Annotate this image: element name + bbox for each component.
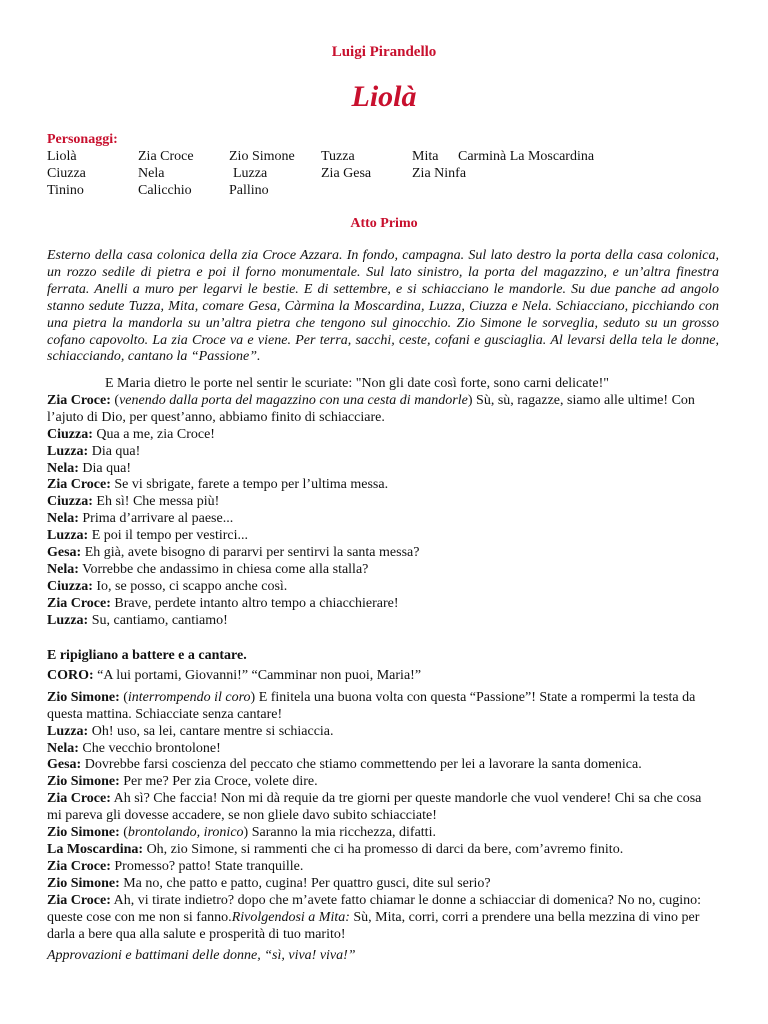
speaker-name: Zia Croce:: [47, 595, 111, 611]
cast-member: Zia Gesa: [321, 166, 372, 181]
act-heading: Atto Primo: [350, 216, 418, 231]
dialogue-line: [47, 545, 719, 562]
line-text: Dia qua!: [88, 443, 141, 459]
speaker-name: Ciuzza:: [47, 426, 93, 442]
dialogue-line: [47, 562, 719, 579]
cast-member: Liolà: [47, 149, 77, 164]
line-text: Che vecchio brontolone!: [78, 740, 221, 756]
stage-direction-inline: interrompendo il coro: [127, 689, 251, 705]
line-text: Vorrebbe che andassimo in chiesa come alla stalla?: [78, 561, 369, 577]
cast-member: Tuzza: [321, 149, 355, 164]
cast-row: [47, 149, 727, 166]
speaker-name: Nela:: [47, 561, 79, 577]
dialogue-line: [47, 741, 719, 758]
line-text: Ah sì? Che faccia! Non mi dà requie da tre giorni per queste mandorle che vuol vendere! Chi sa che cosa mi pareva gli dovesse accadere, se non gliele davo subito schiacciate!: [47, 791, 702, 824]
speaker-name: Luzza:: [47, 612, 89, 628]
line-text: Se vi sbrigate, farete a tempo per l’ultima messa.: [110, 477, 389, 493]
cast-member: Ciuzza: [47, 166, 86, 181]
cast-row: [47, 166, 727, 183]
line-text: Su, cantiamo, cantiamo!: [88, 612, 228, 628]
cast-label: Personaggi:: [47, 132, 118, 147]
speaker-name: Gesa:: [47, 545, 82, 561]
play-title: Liolà: [351, 80, 417, 113]
line-text: Oh, zio Simone, si rammenti che ci ha promesso di darci da bere, com’avremo finito.: [143, 841, 624, 857]
cast-member: Zio Simone: [229, 149, 295, 164]
speaker-name: Luzza:: [47, 723, 89, 739]
dialogue-line: [47, 511, 719, 528]
line-text: Dia qua!: [78, 460, 131, 476]
speaker-name: La Moscardina:: [47, 841, 144, 857]
speaker-name: Zio Simone:: [47, 825, 120, 841]
cast-member: Mita: [412, 149, 439, 164]
speaker-name: Luzza:: [47, 443, 89, 459]
speaker-name: Zia Croce:: [47, 477, 111, 493]
dialogue-line: Zio Simone: (brontolando, ironico) Saranno la mia ricchezza, difatti.: [47, 825, 436, 841]
speaker-name: Nela:: [47, 740, 79, 756]
dialogue-line: [47, 461, 719, 478]
stage-direction-inline: brontolando, ironico: [127, 825, 244, 841]
speaker-name: Zia Croce:: [47, 392, 111, 408]
line-text: Promesso? patto! State tranquille.: [110, 858, 304, 874]
stage-note: E ripigliano a battere e a cantare.: [47, 648, 247, 663]
line-text: Qua a me, zia Croce!: [92, 426, 215, 442]
line-text: Eh sì! Che messa più!: [92, 494, 220, 510]
dialogue-line: [47, 596, 719, 613]
dialogue-line: [47, 427, 719, 444]
dialogue-line: [47, 757, 719, 774]
stage-direction-inline: Rivolgendosi a Mita:: [231, 909, 350, 925]
speaker-name: Nela:: [47, 460, 79, 476]
speaker-name: Nela:: [47, 511, 79, 527]
cast-member: Calicchio: [138, 183, 192, 198]
stage-direction-inline: venendo dalla porta del magazzino con una cesta di mandorle: [119, 392, 468, 408]
speaker-name: Gesa:: [47, 757, 82, 773]
line-text: Sù, Mita, corri, corri a prendere una bella mezzina di vino per darla a bere qua alla salute e prosperità di tuo marito!: [47, 909, 700, 942]
speaker-name: Zio Simone:: [47, 689, 120, 705]
dialogue-line: [47, 579, 719, 596]
speaker-name: CORO:: [47, 667, 94, 683]
dialogue-line: [47, 444, 719, 461]
speaker-name: Ciuzza:: [47, 494, 93, 510]
line-text: Ma no, che patto e patto, cugina! Per quattro gusci, dite sul serio?: [119, 875, 491, 891]
line-text: Dovrebbe farsi coscienza del peccato che stiamo commettendo per lei a lavorare la santa domenica.: [81, 757, 642, 773]
dialogue-line: [47, 528, 719, 545]
dialogue-line: Zia Croce: (venendo dalla porta del magazzino con una cesta di mandorle) Sù, sù, ragazze, siamo alle ultime! Con l’ajuto di Dio, per quest’anno, abbiamo finito di schiacciare.: [47, 392, 695, 425]
dialogue-block-2: [47, 648, 719, 965]
dialogue-line: [47, 724, 719, 741]
dialogue-list: [47, 393, 719, 630]
cast-member: Carminà La Moscardina: [458, 149, 595, 164]
closing-direction: Approvazioni e battimani delle donne, “sì, viva! viva!”: [47, 948, 356, 964]
cast-member: Zia Croce: [138, 149, 194, 164]
dialogue-line: [47, 774, 719, 791]
line-text: Ah, vi tirate indietro? dopo che m’avete fatto chiamar le donne a schiacciar di domenica? No no, cugino: queste cose con me non si fanno.: [47, 892, 702, 925]
dialogue-line: Zio Simone: (interrompendo il coro) E finitela una buona volta con questa “Passione”! State a rompermi la testa da questa mattina. Schiacciate senza cantare!: [47, 689, 696, 722]
song-line: E Maria dietro le porte nel sentir le scuriate: "Non gli date così forte, sono carni delicate!": [105, 376, 609, 391]
dialogue-block: [47, 376, 719, 630]
line-text: Eh già, avete bisogno di pararvi per sentirvi la santa messa?: [81, 545, 420, 561]
speaker-name: Zia Croce:: [47, 892, 111, 908]
line-text: “A lui portami, Giovanni!” “Camminar non puoi, Maria!”: [93, 667, 422, 683]
line-text: Oh! uso, sa lei, cantare mentre si schiaccia.: [88, 723, 334, 739]
line-text: Brave, perdete intanto altro tempo a chiacchierare!: [110, 595, 399, 611]
dialogue-line: [47, 477, 719, 494]
speaker-name: Luzza:: [47, 528, 89, 544]
dialogue-line: [47, 876, 719, 893]
cast-list: [47, 149, 727, 200]
dialogue-line: [47, 859, 719, 876]
stage-direction: Esterno della casa colonica della zia Croce Azzara. In fondo, campagna. Sul lato destro la porta della casa colonica, un rozzo sedile di pietra e poi il forno monumentale. Sul lato sinistro, la porta del magazzino, e un’altra finestra ferrata. Anelli a muro per legarvi le bestie. E di settembre, e si schiacciano le mandorle. Su due panche ad angolo stanno sedute Tuzza, Mita, comare Gesa, Càrmina la Moscardina, Luzza, Ciuzza e Nela. Schiacciano, picchiando con una pietra la mandorla su un’altra pietra che tengono sul ginocchio. Zio Simone le sorveglia, seduto su un grosso cofano capovolto. La zia Croce va e viene. Per terra, sacchi, ceste, cofani e gusciaglia. Al levarsi della tela le donne, schiacciando, cantano la “Passione”.: [47, 248, 719, 365]
line-text: Prima d’arrivare al paese...: [78, 511, 234, 527]
speaker-name: Zio Simone:: [47, 774, 120, 790]
speaker-name: Ciuzza:: [47, 578, 93, 594]
cast-row: [47, 183, 727, 200]
line-text: Io, se posso, ci scappo anche così.: [92, 578, 288, 594]
cast-member: Luzza: [233, 166, 268, 181]
speaker-name: Zia Croce:: [47, 791, 111, 807]
cast-member: Tinino: [47, 183, 84, 198]
dialogue-line: [47, 613, 719, 630]
line-text: Per me? Per zia Croce, volete dire.: [119, 774, 318, 790]
dialogue-list: [47, 690, 719, 944]
dialogue-line: [47, 842, 719, 859]
cast-member: Zia Ninfa: [412, 166, 467, 181]
cast-member: Pallino: [229, 183, 269, 198]
dialogue-line: [47, 791, 719, 825]
speaker-name: Zio Simone:: [47, 875, 120, 891]
line-text: E finitela una buona volta con questa “Passione”! State a rompermi la testa da questa mattina. Schiacciate senza cantare!: [47, 689, 696, 722]
line-text: Saranno la mia ricchezza, difatti.: [248, 825, 436, 841]
author-name: Luigi Pirandello: [331, 44, 437, 60]
chorus-line: [47, 668, 719, 685]
line-text: Sù, sù, ragazze, siamo alle ultime! Con l’ajuto di Dio, per quest’anno, abbiamo finito di schiacciare.: [47, 392, 695, 425]
dialogue-line: [47, 494, 719, 511]
cast-member: Nela: [138, 166, 165, 181]
dialogue-line: [47, 893, 719, 944]
speaker-name: Zia Croce:: [47, 858, 111, 874]
line-text: E poi il tempo per vestirci...: [88, 528, 249, 544]
